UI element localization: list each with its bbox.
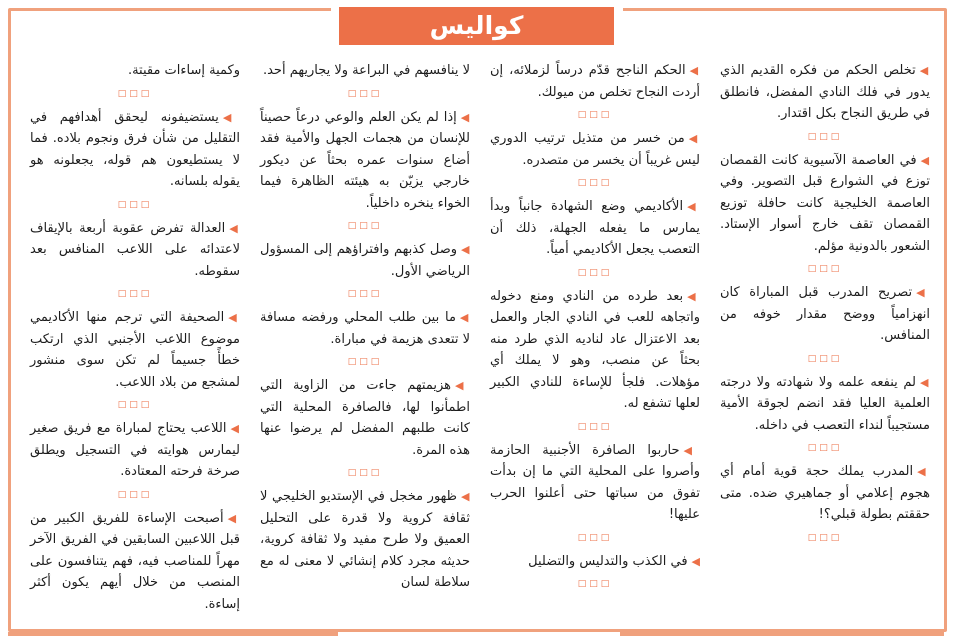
paragraph-text: المدرب يملك حجة قوية أمام أي هجوم إعلامي أو جماهيري ضده. متى حققتم بطولة قبلي؟!	[720, 464, 930, 522]
paragraph-text: الصحيفة التي ترجم منها الأكاديمي موضوع اللاعب الأجنبي الذي ارتكب خطأً جسيماً لم تكن سوى منشور لمشجع من بلاد اللاعب.	[30, 310, 240, 390]
separator: □□□	[117, 199, 153, 210]
separator: □□□	[577, 267, 613, 278]
separator: □□□	[117, 88, 153, 99]
paragraph-text: ما بين طلب المحلي ورفضه مسافة لا تتعدى هزيمة في مباراة.	[260, 310, 470, 347]
bullet-arrow-icon: ◀	[687, 200, 700, 213]
paragraph-text: تخلص الحكم من فكره القديم الذي يدور في فلك النادي المفضل، فانطلق في طريق النجاح بكل اقتدار.	[720, 63, 930, 121]
separator: □□□	[807, 264, 843, 274]
paragraph	[720, 282, 930, 347]
bullet-arrow-icon: ◀	[459, 311, 470, 324]
separator: □□□	[347, 221, 383, 231]
column-3	[260, 60, 470, 620]
paragraph	[490, 196, 700, 261]
paragraph	[720, 60, 930, 125]
paragraph-text: يستضيفونه ليحقق أهدافهم في التقليل من شأن فرق ونجوم بلاده. فما لا يستطيعون هم قوله، يجعلونه هو يقوله بلسانه.	[30, 109, 240, 189]
paragraph	[720, 150, 930, 258]
separator: □□□	[577, 579, 613, 589]
separator: □□□	[807, 353, 843, 364]
paragraph-text: في العاصمة الآسيوية كانت القمصان توزع في الشوارع قبل التصوير. وفي العاصمة الخليجية كانت حافلة توزيع القمصان تقف خارج أسوار الإستاد. الشعور بالدونية مؤلم.	[720, 152, 930, 254]
separator: □□□	[347, 357, 383, 367]
paragraph-text: ظهور مخجل في الإستديو الخليجي لا ثقافة كروية ولا قدرة على التحليل العميق ولا طرح مفيد ولا ثقافة كروية، حديثه مجرد كلام إنشائي لا معنى له مع سلاطة لسان	[260, 489, 470, 590]
separator: □□□	[347, 468, 383, 478]
bullet-arrow-icon: ◀	[920, 375, 930, 389]
separator: □□□	[117, 400, 153, 410]
separator: □□□	[807, 131, 843, 142]
paragraph	[260, 239, 470, 282]
column-4	[30, 60, 240, 620]
paragraph-text: الأكاديمي وضع الشهادة جانباً وبدأ يمارس ما يفعله الجهلة، ذلك أن التعصب يجعل الأكاديمي أمياً.	[490, 199, 700, 257]
paragraph-text: وكمية إساءات مقيتة.	[127, 63, 240, 78]
paragraph	[30, 107, 240, 193]
bullet-arrow-icon: ◀	[227, 511, 240, 525]
bullet-arrow-icon: ◀	[920, 153, 930, 167]
bullet-arrow-icon: ◀	[689, 64, 700, 77]
bullet-arrow-icon: ◀	[688, 132, 700, 145]
separator: □□□	[347, 289, 383, 299]
bullet-arrow-icon: ◀	[917, 465, 930, 478]
paragraph-text: هزيمتهم جاءت من الزاوية التي اطمأنوا لها، فالصافرة المحلية التي كانت طلبهم المفضل لم يرضوا عنها هذه المرة.	[260, 378, 470, 458]
paragraph	[720, 372, 930, 437]
section-title: كواليس	[339, 7, 614, 45]
paragraph	[490, 128, 700, 171]
paragraph	[30, 60, 240, 82]
paragraph	[490, 551, 700, 573]
separator: □□□	[577, 421, 613, 432]
bullet-arrow-icon: ◀	[228, 311, 240, 324]
paragraph	[260, 60, 470, 82]
bullet-arrow-icon: ◀	[683, 443, 700, 457]
bottom-accent-left	[8, 632, 338, 636]
paragraph	[260, 307, 470, 350]
bullet-arrow-icon: ◀	[461, 490, 471, 503]
paragraph-text: من خسر من متذيل ترتيب الدوري ليس غريباً أن يخسر من متصدره.	[490, 131, 700, 168]
paragraph-text: حاربوا الصافرة الأجنبية الحازمة وأصروا على المحلية التي ما إن بدأت تفوق من سباتها حتى أعلنوا الحرب عليها!	[490, 442, 700, 522]
separator: □□□	[577, 178, 613, 188]
paragraph	[30, 508, 240, 616]
paragraph-text: العدالة تفرض عقوبة أربعة بالإيقاف لاعتدائه على اللاعب المنافس بعد سقوطه.	[30, 220, 240, 279]
paragraph-text: بعد طرده من النادي ومنع دخوله واتجاهه للعب في النادي الجار والعمل بعد الاعتزال عاد لناديه الذي طرد منه بحثاً عن منصب، وهو لا يملك أي مؤهلات. فلجأ للإساءة للنادي الكبير لعلها تشفع له.	[490, 288, 700, 411]
paragraph	[30, 418, 240, 483]
paragraph-text: أصبحت الإساءة للفريق الكبير من قبل اللاعبين السابقين في الفريق الآخر مهراً للمناصب فيه، فهم يتنافسون على المنصب من خلال أيهم يكون أكثر إساءة.	[30, 510, 240, 612]
bullet-arrow-icon: ◀	[460, 110, 470, 124]
bullet-arrow-icon: ◀	[691, 554, 700, 568]
paragraph-text: تصريح المدرب قبل المباراة كان انهزامياً ووضح مقدار خوفه من المنافس.	[720, 285, 930, 343]
bullet-arrow-icon: ◀	[687, 289, 700, 303]
paragraph	[260, 107, 470, 215]
paragraph-text: في الكذب والتدليس والتضليل	[528, 553, 688, 569]
separator: □□□	[117, 289, 153, 299]
paragraph-text: لم ينفعه علمه ولا شهادته ولا درجته العلمية العليا فقد انضم لجوقة الأمية مستجيباً لنداء التعصب في داخله.	[720, 374, 930, 433]
bullet-arrow-icon: ◀	[916, 286, 930, 299]
paragraph-text: وصل كذبهم وافتراؤهم إلى المسؤول الرياضي الأول.	[260, 242, 470, 279]
paragraph-text: الحكم الناجح قدّم درساً لزملائه، إن أردت النجاح تخلص من ميولك.	[490, 63, 700, 100]
paragraph-text: إذا لم يكن العلم والوعي درعاً حصيناً للإنسان من هجمات الجهل والأمية فقد أضاع سنوات عمره بحثاً عن ديكور خارجي يزيّن به هيئته الظاهرة فيما الخواء ينخره داخلياً.	[260, 109, 470, 211]
paragraph	[260, 486, 470, 594]
separator: □□□	[117, 489, 153, 500]
paragraph	[30, 307, 240, 393]
bullet-arrow-icon: ◀	[461, 243, 470, 256]
bullet-arrow-icon: ◀	[229, 221, 240, 235]
columns-container	[30, 60, 930, 620]
bullet-arrow-icon: ◀	[222, 110, 240, 124]
separator: □□□	[807, 532, 843, 543]
bottom-accent-right	[620, 632, 944, 636]
paragraph	[490, 286, 700, 415]
bullet-arrow-icon: ◀	[455, 379, 470, 392]
bullet-arrow-icon: ◀	[919, 64, 930, 77]
separator: □□□	[577, 110, 613, 120]
separator: □□□	[347, 88, 383, 99]
paragraph	[490, 440, 700, 526]
column-1	[720, 60, 930, 620]
paragraph	[490, 60, 700, 103]
paragraph	[260, 375, 470, 461]
paragraph-text: اللاعب يحتاج لمباراة مع فريق صغير ليمارس هوايته في التسجيل ويطلق صرخة فرحته المعتادة.	[30, 421, 240, 479]
separator: □□□	[577, 532, 613, 543]
paragraph-text: لا ينافسهم في البراعة ولا يجاريهم أحد.	[262, 63, 470, 78]
column-2	[490, 60, 700, 620]
paragraph	[720, 461, 930, 526]
separator: □□□	[807, 443, 843, 453]
paragraph	[30, 218, 240, 283]
bullet-arrow-icon: ◀	[230, 422, 240, 435]
